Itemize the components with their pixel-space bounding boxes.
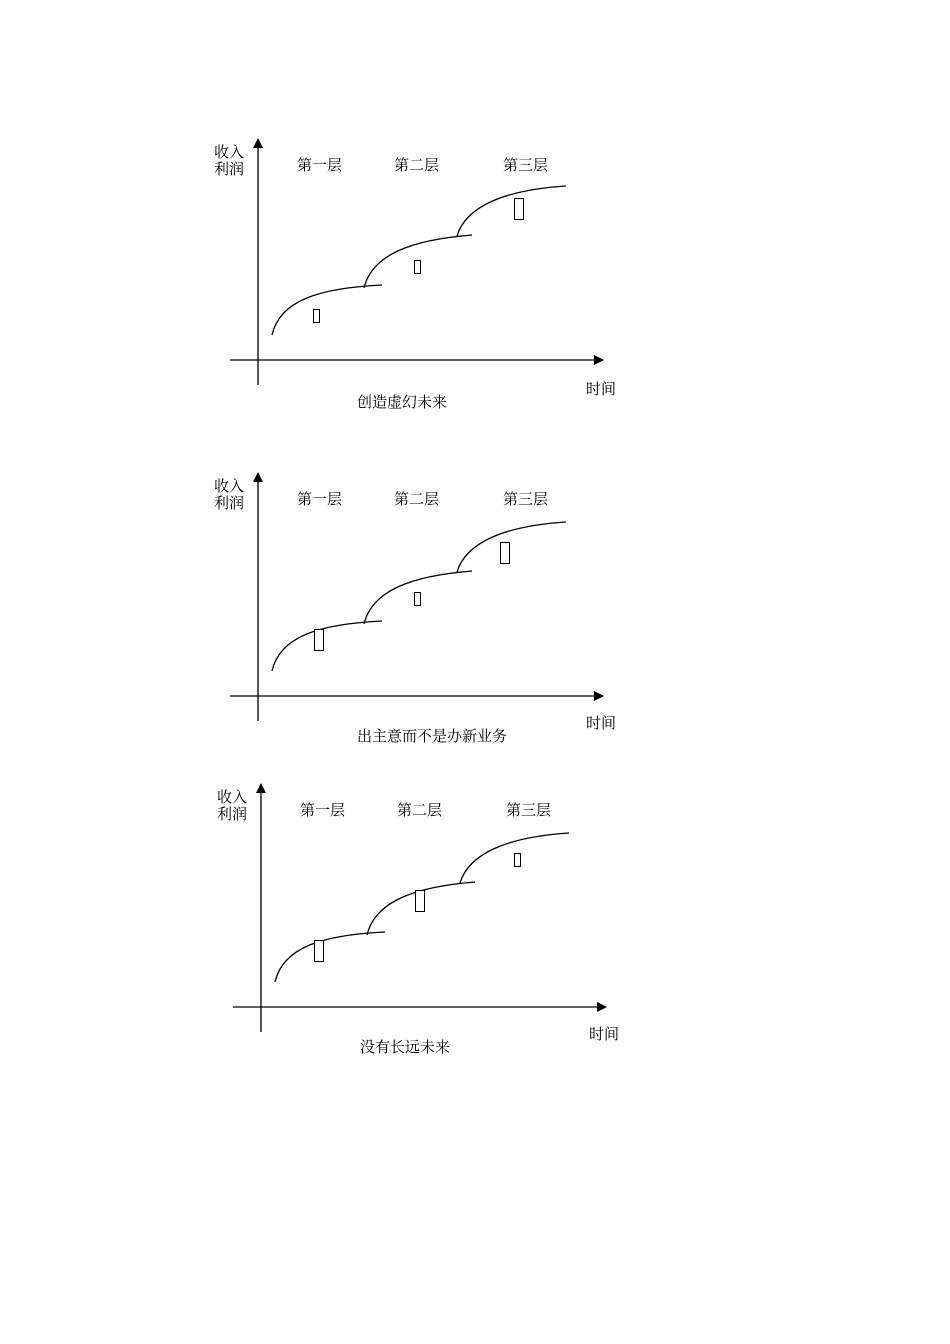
y-axis-label bbox=[211, 478, 247, 512]
growth-curve-tier-1 bbox=[272, 285, 382, 335]
growth-curve-tier-3 bbox=[457, 186, 566, 236]
growth-curve-tier-1 bbox=[272, 621, 382, 671]
tier-label-3: 第三层 bbox=[506, 801, 552, 819]
y-axis-label-line-1: 收入 bbox=[213, 143, 244, 161]
y-axis-label-line-2: 利润 bbox=[216, 805, 247, 823]
y-axis-label-line-1: 收入 bbox=[213, 477, 244, 495]
growth-curve-tier-3 bbox=[457, 522, 566, 572]
tier-label-2: 第二层 bbox=[397, 801, 443, 819]
axes-and-curves bbox=[0, 466, 950, 756]
tier-label-1: 第一层 bbox=[297, 156, 343, 174]
diagram-1 bbox=[0, 130, 950, 420]
y-axis-label-line-2: 利润 bbox=[213, 494, 244, 512]
tier-label-2: 第二层 bbox=[394, 490, 440, 508]
diagram-3 bbox=[0, 777, 950, 1067]
tier-marker-3 bbox=[514, 853, 521, 867]
tier-marker-3 bbox=[500, 542, 510, 564]
diagram-caption: 没有长远未来 bbox=[360, 1038, 451, 1056]
diagram-caption: 出主意而不是办新业务 bbox=[357, 727, 508, 745]
y-axis-label bbox=[211, 144, 247, 178]
tier-label-1: 第一层 bbox=[297, 490, 343, 508]
x-axis-label: 时间 bbox=[586, 380, 617, 398]
tier-marker-2 bbox=[414, 260, 421, 274]
diagram-2 bbox=[0, 466, 950, 756]
x-axis-label: 时间 bbox=[586, 714, 617, 732]
growth-curve-tier-1 bbox=[275, 932, 385, 982]
diagram-caption: 创造虚幻未来 bbox=[357, 393, 448, 411]
axes-and-curves bbox=[0, 130, 950, 420]
y-axis-label bbox=[214, 789, 250, 823]
tier-label-2: 第二层 bbox=[394, 156, 440, 174]
tier-marker-1 bbox=[314, 629, 324, 651]
axes-and-curves bbox=[0, 777, 950, 1067]
tier-label-3: 第三层 bbox=[503, 156, 549, 174]
tier-marker-2 bbox=[415, 890, 425, 912]
x-axis-label: 时间 bbox=[589, 1025, 620, 1043]
y-axis-label-line-2: 利润 bbox=[213, 160, 244, 178]
tier-marker-3 bbox=[514, 198, 524, 220]
tier-marker-1 bbox=[313, 309, 320, 323]
tier-marker-1 bbox=[314, 940, 324, 962]
tier-label-3: 第三层 bbox=[503, 490, 549, 508]
tier-label-1: 第一层 bbox=[300, 801, 346, 819]
y-axis-label-line-1: 收入 bbox=[216, 788, 247, 806]
tier-marker-2 bbox=[414, 592, 421, 606]
